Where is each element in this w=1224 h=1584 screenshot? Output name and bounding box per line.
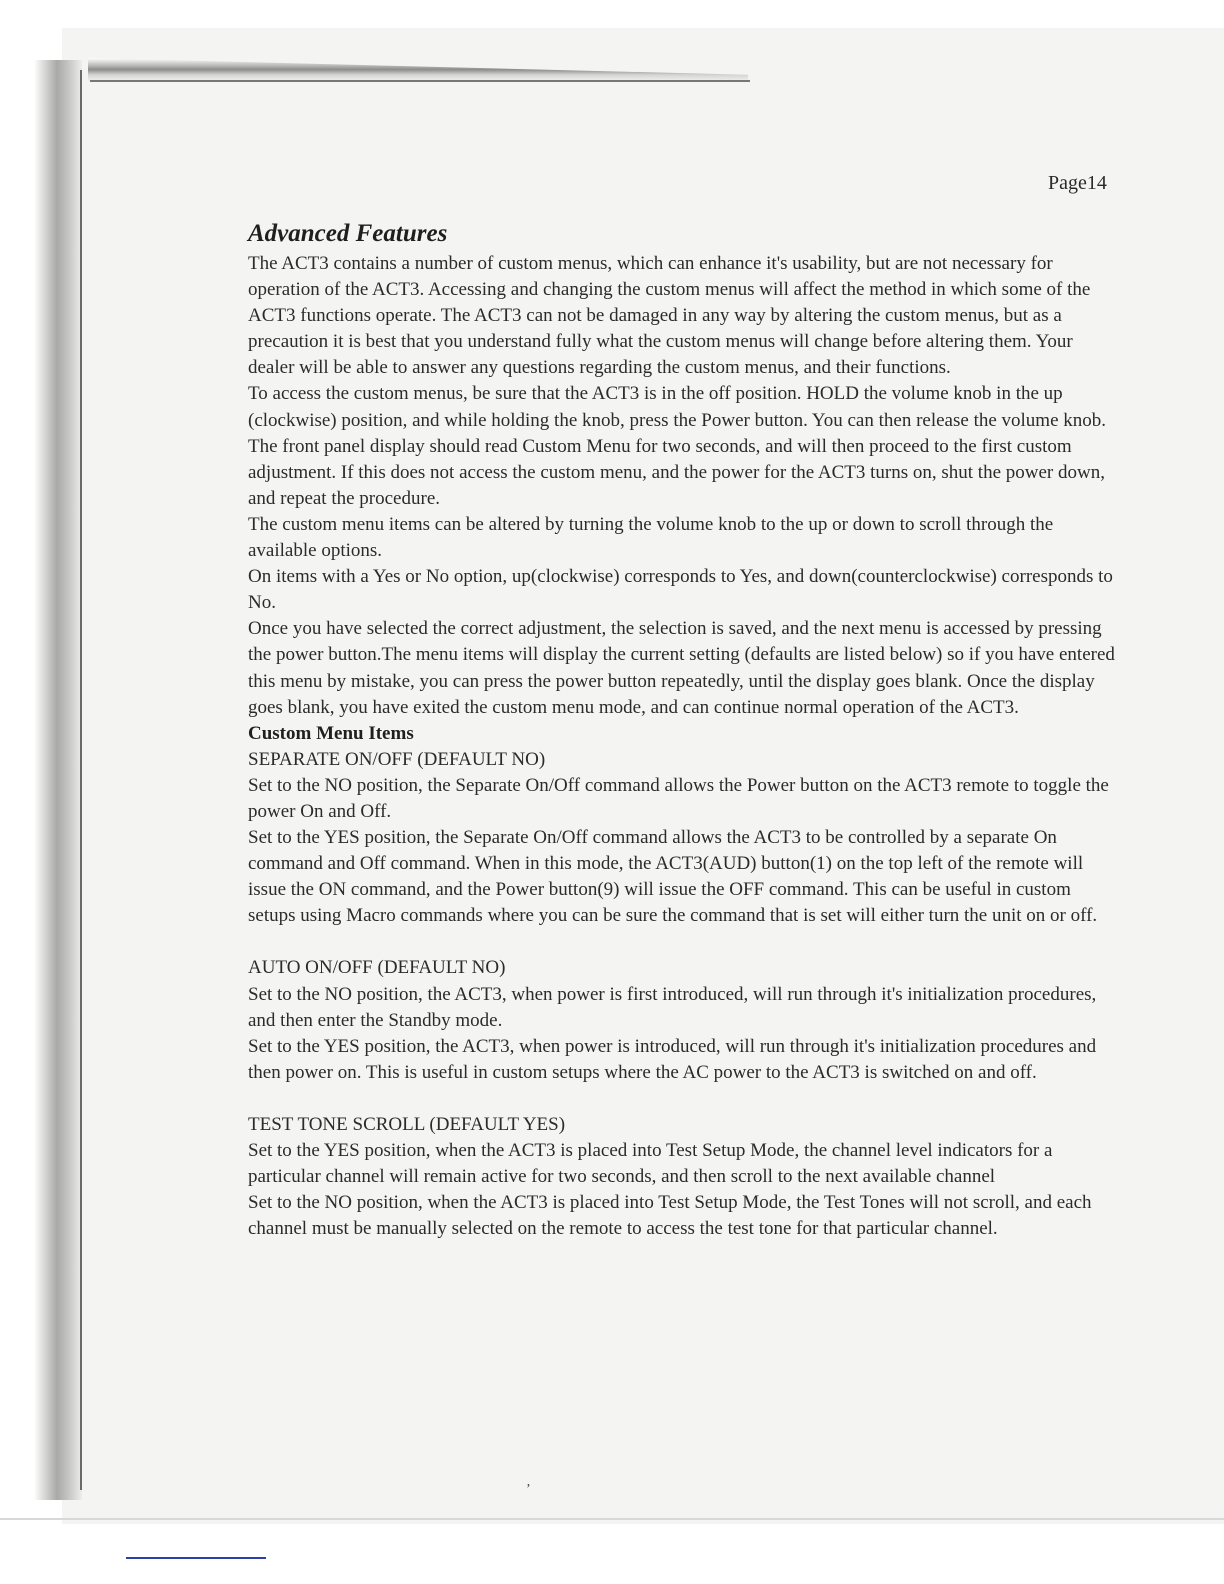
document-body: [248, 219, 1118, 1242]
menu-item-paragraph: Set to the NO position, when the ACT3 is placed into Test Setup Mode, the Test Tones will not scroll, and each channel must be manually selected on the remote to access the test tone for that particular channel.: [248, 1192, 1092, 1240]
menu-item-paragraph: Set to the YES position, the Separate On/Off command allows the ACT3 to be controlled by a separate On command and Off command. When in this mode, the ACT3(AUD) button(1) on the top left of the remote will issue the ON command, and the Power button(9) will issue the OFF command. This can be useful in custom setups using Macro commands where you can be sure the command that is set will either turn the unit on or off.: [248, 827, 1098, 927]
menu-item-heading: AUTO ON/OFF (DEFAULT NO): [248, 957, 506, 979]
spacer: [248, 1086, 1118, 1112]
intro-paragraph-4: On items with a Yes or No option, up(clockwise) corresponds to Yes, and down(counterclockwise) corresponds to No.: [248, 566, 1113, 614]
intro-paragraph-1: The ACT3 contains a number of custom menus, which can enhance it's usability, but are not necessary for operation of the ACT3. Accessing and changing the custom menus will affect the method in which some of the ACT3 functions operate. The ACT3 can not be damaged in any way by altering the custom menus, but as a precaution it is best that you understand fully what the custom menus will change before altering them. Your dealer will be able to answer any questions regarding the custom menus, and their functions.: [248, 253, 1091, 379]
menu-item-heading: TEST TONE SCROLL (DEFAULT YES): [248, 1113, 566, 1135]
menu-item-paragraph: Set to the NO position, the Separate On/Off command allows the Power button on the ACT3 remote to toggle the power On and Off.: [248, 774, 1109, 822]
section-title: Advanced Features: [248, 220, 448, 247]
top-edge-line: [90, 80, 750, 82]
intro-paragraph-2: To access the custom menus, be sure that the ACT3 is in the off position. HOLD the volume knob in the up (clockwise) position, and while holding the knob, press the Power button. You can then release the volume knob. The front panel display should read Custom Menu for two seconds, and will then proceed to the first custom adjustment. If this does not access the custom menu, and the power for the ACT3 turns on, shut the power down, and repeat the procedure.: [248, 383, 1107, 509]
footer-rule: [126, 1557, 266, 1559]
menu-item-heading: SEPARATE ON/OFF (DEFAULT NO): [248, 748, 546, 770]
intro-paragraph-3: The custom menu items can be altered by turning the volume knob to the up or down to scroll through the available options.: [248, 513, 1054, 562]
menu-item-paragraph: Set to the NO position, the ACT3, when power is first introduced, will run through it's initialization procedures, and then enter the Standby mode.: [248, 983, 1097, 1031]
page-number: Page14: [1048, 172, 1107, 194]
scan-speck: ’: [526, 1482, 531, 1497]
binding-shadow: [34, 60, 82, 1500]
menu-item-paragraph: Set to the YES position, when the ACT3 is placed into Test Setup Mode, the channel level indicators for a particular channel will remain active for two seconds, and then scroll to the next available channel: [248, 1140, 1053, 1188]
custom-menu-title: Custom Menu Items: [248, 722, 414, 744]
spacer: [248, 929, 1118, 955]
menu-item-paragraph: Set to the YES position, the ACT3, when power is introduced, will run through it's initialization procedures and then power on. This is useful in custom setups where the AC power to the ACT3 is switched on and off.: [248, 1035, 1097, 1083]
left-edge-line: [80, 70, 82, 1490]
bottom-edge: [0, 1518, 1224, 1520]
intro-paragraph-5: Once you have selected the correct adjustment, the selection is saved, and the next menu is accessed by pressing the power button.The menu items will display the current setting (defaults are listed below) so if you have entered this menu by mistake, you can press the power button repeatedly, until the display goes blank. Once the display goes blank, you have exited the custom menu mode, and can continue normal operation of the ACT3.: [248, 618, 1115, 718]
